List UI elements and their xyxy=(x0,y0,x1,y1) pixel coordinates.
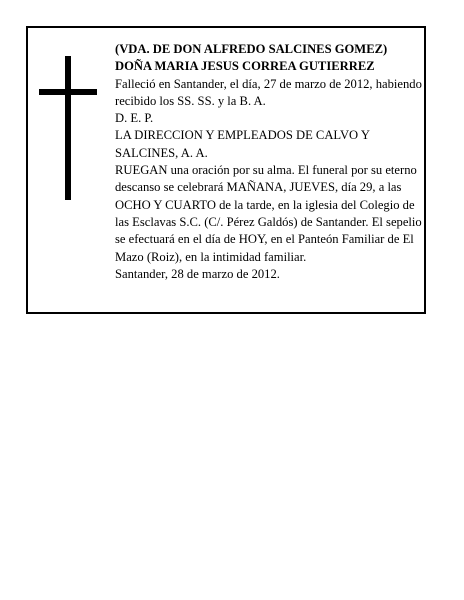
notice-date: Santander, 28 de marzo de 2012. xyxy=(115,266,280,281)
cross-icon xyxy=(39,56,97,200)
obituary-notice xyxy=(26,26,426,314)
notice-text xyxy=(115,41,423,283)
funeral-request: RUEGAN una oración por su alma. El funeral por su eterno descanso se celebrará MAÑANA, JUEVES, día 29, a las OCHO Y CUARTO de la tarde, en la iglesia del Colegio de las Esclavas S.C. (C/. Pérez Galdós) de Santander. El sepelio se efectuará en el día de HOY, en el Panteón Familiar de El Mazo (Roiz), en la intimidad familiar. xyxy=(115,163,422,264)
death-statement: Falleció en Santander, el día, 27 de marzo de 2012, habiendo recibido los SS. SS. y la B. A. xyxy=(115,76,422,108)
company-line: LA DIRECCION Y EMPLEADOS DE CALVO Y SALCINES, A. A. xyxy=(115,128,370,160)
deceased-name: DOÑA MARIA JESUS CORREA GUTIERREZ xyxy=(115,59,375,74)
cross-vertical-bar xyxy=(65,56,71,200)
rest-in-peace: D. E. P. xyxy=(115,111,154,126)
widow-line: (VDA. DE DON ALFREDO SALCINES GOMEZ) xyxy=(115,42,388,56)
cross-horizontal-bar xyxy=(39,89,97,95)
